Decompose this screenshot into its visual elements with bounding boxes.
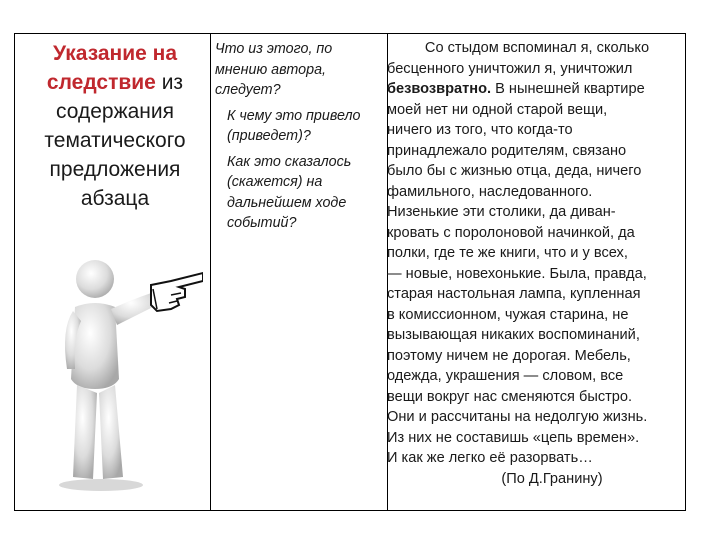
question-1: Что из этого, по мнению автора, следует? xyxy=(215,41,333,98)
text-bold-fragment: безвозвратно. xyxy=(387,81,492,97)
text-line: Они и рассчитаны на недолгую жизнь. xyxy=(387,409,648,425)
text-line: И как же легко её разорвать… xyxy=(387,450,593,466)
text-line: Из них не составишь «цепь времен». xyxy=(387,429,640,446)
text-line: вызывающая никаких воспоминаний, xyxy=(387,327,640,343)
text-line: Со стыдом вспоминал я, сколько xyxy=(424,40,650,56)
text-line: было бы с жизнью отца, деда, ничего xyxy=(387,163,642,179)
question-2: К чему это привело (приведет)? xyxy=(227,107,361,144)
text-line: Низенькие эти столики, да диван- xyxy=(387,204,616,220)
text-line: одежда, украшения — словом, все xyxy=(387,368,624,384)
text-line: ничего из того, что когда-то xyxy=(387,122,573,138)
text-line: бесценного уничтожил я, уничтожил xyxy=(387,60,633,77)
text-line: в комиссионном, чужая старина, не xyxy=(387,306,629,323)
questions-column xyxy=(215,39,387,239)
heading-rest: из содержания тематического предложения абзаца xyxy=(44,71,186,210)
column-divider-1 xyxy=(210,34,211,510)
table-frame xyxy=(14,33,686,511)
text-line: поэтому ничем не дорогая. Мебель, xyxy=(387,347,631,364)
text-line: вещи вокруг нас сменяются быстро. xyxy=(387,388,633,405)
left-column xyxy=(15,34,210,510)
heading-highlight: Указание на следствие xyxy=(46,42,178,94)
text-column xyxy=(387,38,687,489)
text-line: кровать с поролоновой начинкой, да xyxy=(387,224,635,241)
question-3: Как это сказалось (скажется) на дальнейшем ходе событий? xyxy=(227,153,352,231)
author-attribution: (По Д.Гранину) xyxy=(501,470,603,487)
text-line xyxy=(387,79,687,100)
text-line: старая настольная лампа, купленная xyxy=(387,286,641,302)
pointing-hand-icon xyxy=(151,273,203,311)
text-line: — новые, новехонькие. Была, правда, xyxy=(387,265,647,282)
text-line: фамильного, наследованного. xyxy=(387,183,593,200)
text-line: полки, где те же книги, что и у всех, xyxy=(387,245,628,261)
left-heading xyxy=(25,39,205,213)
text-line: принадлежало родителям, связано xyxy=(387,142,627,159)
pointing-person-illustration xyxy=(53,259,203,494)
text-fragment: В нынешней квартире xyxy=(491,81,645,97)
text-line: моей нет ни одной старой вещи, xyxy=(387,101,608,118)
